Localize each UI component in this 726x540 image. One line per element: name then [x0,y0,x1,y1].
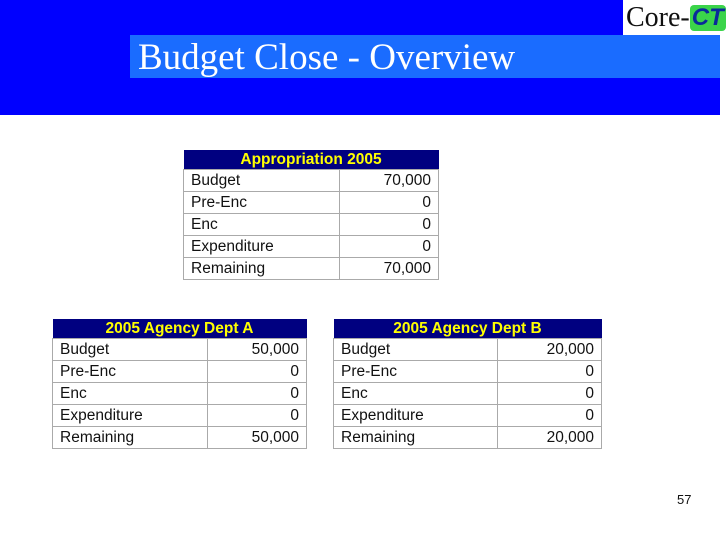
row-value: 0 [339,214,438,236]
row-value: 0 [208,405,307,427]
table-row [53,361,307,383]
table-row [184,258,439,280]
row-label: Expenditure [184,236,340,258]
row-label: Enc [334,383,498,405]
row-value: 20,000 [497,427,601,449]
row-value: 0 [497,383,601,405]
table-row [184,170,439,192]
row-label: Enc [184,214,340,236]
table-row [184,236,439,258]
row-label: Remaining [184,258,340,280]
row-value: 0 [497,361,601,383]
table-row [334,405,602,427]
row-label: Pre-Enc [334,361,498,383]
row-label: Expenditure [334,405,498,427]
dept-b-table [333,319,602,449]
table-row [334,427,602,449]
table-row [334,339,602,361]
table-row [334,361,602,383]
row-value: 20,000 [497,339,601,361]
table-row [53,427,307,449]
table-row [53,405,307,427]
row-value: 70,000 [339,258,438,280]
row-label: Pre-Enc [53,361,208,383]
row-label: Enc [53,383,208,405]
table-row [184,214,439,236]
row-value: 0 [208,383,307,405]
row-label: Budget [184,170,340,192]
table-row [53,383,307,405]
row-label: Expenditure [53,405,208,427]
dept-a-table [52,319,307,449]
row-value: 0 [339,236,438,258]
table-title: Appropriation 2005 [184,150,439,170]
row-value: 70,000 [339,170,438,192]
page-number: 57 [677,492,692,507]
row-value: 50,000 [208,339,307,361]
appropriation-table [183,150,439,280]
row-label: Pre-Enc [184,192,340,214]
table-title: 2005 Agency Dept B [334,319,602,339]
row-label: Budget [334,339,498,361]
core-ct-logo: Core- CT [623,0,720,35]
row-value: 0 [208,361,307,383]
row-label: Remaining [53,427,208,449]
row-value: 50,000 [208,427,307,449]
row-label: Budget [53,339,208,361]
row-label: Remaining [334,427,498,449]
table-row [334,383,602,405]
table-row [53,339,307,361]
row-value: 0 [339,192,438,214]
row-value: 0 [497,405,601,427]
slide-title: Budget Close - Overview [138,37,516,78]
table-row [184,192,439,214]
table-title: 2005 Agency Dept A [53,319,307,339]
